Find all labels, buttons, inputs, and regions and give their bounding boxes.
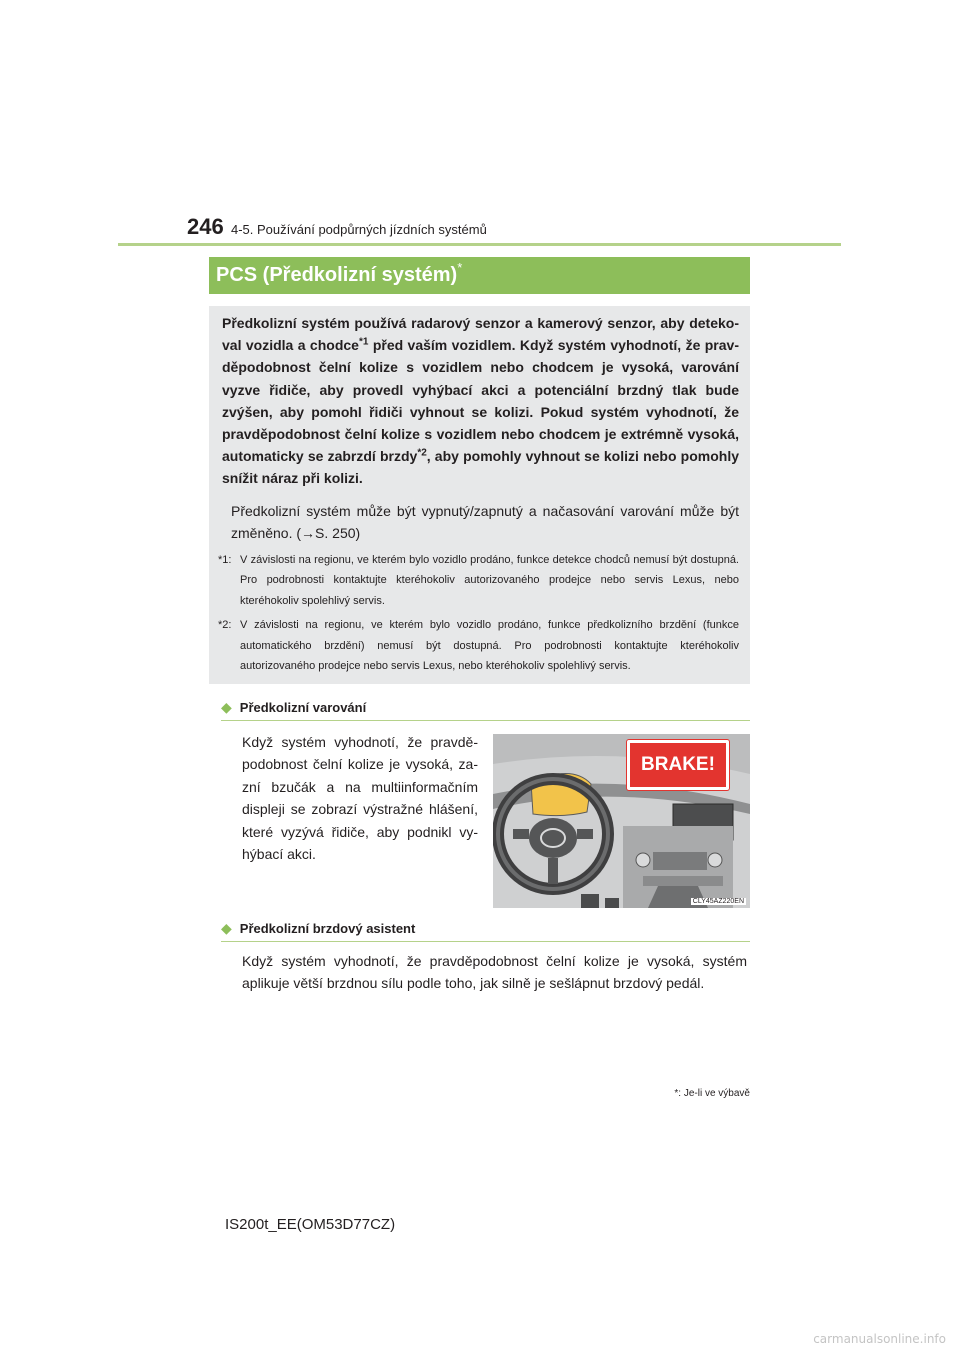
section-title: PCS (Předkolizní systém) [216,264,458,286]
footnote-mark: *2: [218,619,232,632]
intro-note: Předkolizní systém může být vypnutý/zapnutý a načasování varování může být změněno. (→S. 250) [231,502,739,541]
footnote-ref-2: *2 [417,447,427,459]
footnote-text: V závislosti na regionu, ve kterém bylo vozidlo prodáno, funkce předkolizního brzdění (funkce automatického brzdění) nemusí být dostupná. Pro podrobnosti kontaktujte kteréhokoliv autorizovaného prodejce nebo servis Lexus, nebo kteréhokoliv spolehlivý servis. [240,619,739,673]
footnote-1 [218,550,739,612]
section-title-band [209,257,750,294]
footnote-text: V závislosti na regionu, ve kterém bylo vozidlo prodáno, funkce detekce chodců nemusí být dostupná. Pro podrobnosti kontaktujte kteréhokoliv autorizovaného prodejce nebo servis Lexus, nebo kteréhokoliv spolehlivý servis. [240,553,739,607]
section-rule [221,720,750,721]
figure-code: CLY45AZ220EN [692,898,744,905]
watermark: carmanualsonline.info [813,1332,946,1346]
title-star: * [457,260,463,275]
section-heading-warning: ◆ Předkolizní varování [221,699,367,715]
diamond-bullet-icon: ◆ [221,699,232,715]
section-heading-brake-assist: ◆ Předkolizní brzdový asistent [221,920,416,936]
chapter-title: 4-5. Používání podpůrných jízdních systémů [231,222,487,237]
header-rule [118,243,841,246]
intro-box [209,306,750,684]
intro-bold-text: Předkolizní systém používá radarový senzor a kamerový senzor, aby detekoval vozidla a chodce$^{*1}$ před vaším vozidlem. Když systém vyhodnotí, že pravděpodobnost čelní kolize s vozidlem nebo chodcem je vysoká, varování vyzve řidiče, aby provedl vyhýbací akci a potenciální brzdný tlak bude zvýšen, aby pomohl řidiči vyhnout se kolizi. Pokud systém vyhodnotí, že pravděpodobnost čelní kolize s vozidlem nebo chodcem je extrémně vysoká, automaticky se zabrzdí brzdy$^{*2}$, aby pomohly vyhnout se kolizi nebo pomohly snížit náraz při kolizi. [222,315,740,487]
diamond-bullet-icon: ◆ [221,920,232,936]
footnote-mark: *1: [218,553,232,566]
equipment-note: *: Je-li ve výbavě [674,1088,750,1099]
section-body-brake-assist: Když systém vyhodnotí, že pravděpodobnost čelní kolize je vysoká, systém aplikuje větší brzdnou sílu podle toho, jak silně je sešlápnut brzdový pedál. [242,953,747,992]
brake-warning-badge: BRAKE! [627,740,729,790]
footnote-2 [218,615,739,677]
footnote-ref-1: *1 [358,336,369,348]
dashboard-illustration [493,734,750,908]
document-code: IS200t_EE(OM53D77CZ) [225,1216,396,1233]
section-body-warning: Když systém vyhodnotí, že pravděpodobnost čelní kolize je vysoká, zazní bzučák a na multiinformačním displeji se zobrazí výstražné hlášení, které vyzývá řidiče, aby podnikl vyhýbací akci. [242,734,478,863]
page-number: 246 [187,214,224,239]
section-rule [221,941,750,942]
